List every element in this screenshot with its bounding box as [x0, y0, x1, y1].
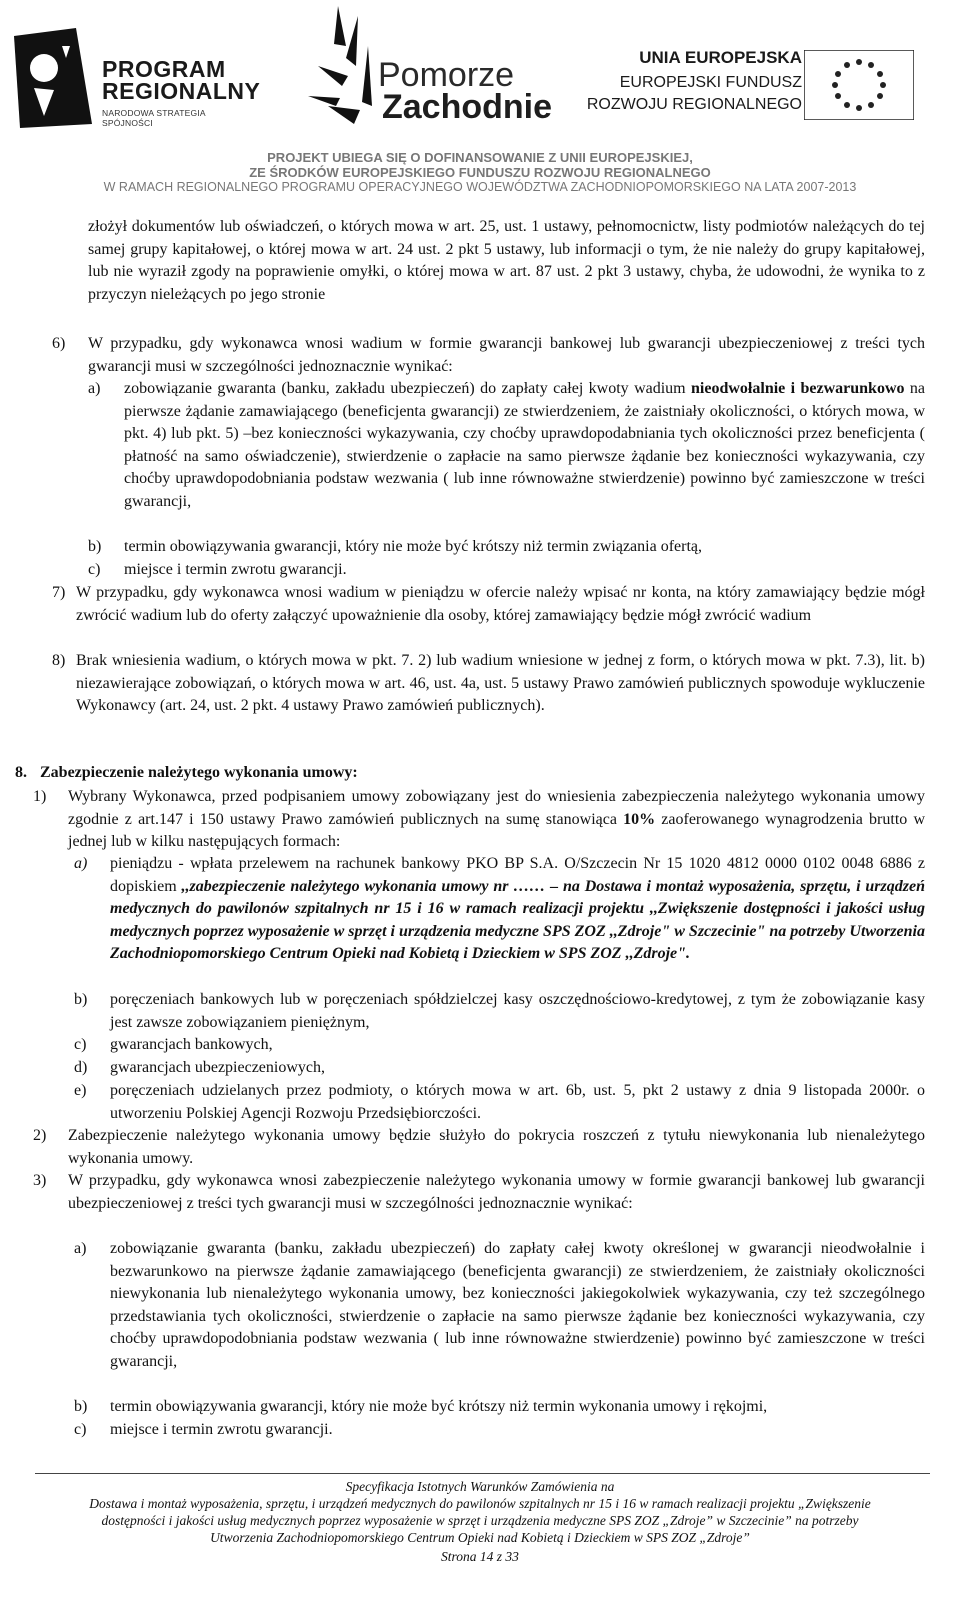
section-8-1a-text [110, 853, 925, 966]
logo-text-program: PROGRAM [102, 56, 226, 82]
logo-text-zachodnie: Zachodnie [382, 88, 553, 126]
item-6a-text-bold: nieodwołalnie i bezwarunkowo [691, 380, 905, 397]
item-6c-text: miejsce i termin zwrotu gwarancji. [124, 561, 347, 578]
logo-text-efrr2: ROZWOJU REGIONALNEGO [586, 96, 802, 113]
logo-text-ue: UNIA EUROPEJSKA [639, 48, 802, 67]
item-6b-label: b) [88, 538, 102, 555]
section-8-1-text-post: zaoferowanego wynagrodzenia brutto w jednej lub w kilku następujących formach: [68, 810, 925, 851]
program-regionalny-logo [14, 28, 261, 128]
project-line-1: PROJEKT UBIEGA SIĘ O DOFINANSOWANIE Z UNII EUROPEJSKIEJ, [267, 150, 693, 165]
section-8-1c-text: gwarancjach bankowych, [110, 1036, 273, 1053]
section-8-3b-text: termin obowiązywania gwarancji, który nie może być krótszy niż termin wykonania umowy i rękojmi, [110, 1398, 768, 1415]
project-line-3: W RAMACH REGIONALNEGO PROGRAMU OPERACYJNEGO WOJEWÓDZTWA ZACHODNIOPOMORSKIEGO NA LATA 2007-2013 [103, 180, 857, 194]
item-7-number: 7) [52, 584, 66, 601]
logo-text-nss: NARODOWA STRATEGIA SPÓJNOŚCI [102, 108, 206, 128]
footer-line-3: dostępności i jakości usług medycznych poprzez wyposażenie w sprzęt i urządzenia medyczne SPS ZOZ „Zdroje” w Szczecinie” na potrzeby [101, 1513, 859, 1528]
section-8-3b-label: b) [74, 1398, 88, 1415]
page-number: Strona 14 z 33 [441, 1549, 519, 1564]
item-6a-text [124, 378, 925, 514]
section-8-3-text: W przypadku, gdy wykonawca wnosi zabezpieczenie należytego wykonania umowy w formie gwarancji bankowej lub gwarancji ubezpieczeniowej z treści tych gwarancji musi w szczególności jednoznacznie wynikać: [68, 1172, 925, 1212]
section-8-2-number: 2) [33, 1127, 47, 1144]
section-8-1d-text: gwarancjach ubezpieczeniowych, [110, 1059, 325, 1076]
logo-text-regionalny: REGIONALNY [102, 78, 261, 104]
section-8-3a-text: zobowiązanie gwaranta (banku, zakładu ubezpieczeń) do zapłaty całej kwoty określonej w gwarancji nieodwołalnie i bezwarunkowo na pierwsze żądanie zamawiającego (beneficjenta gwarancji) ze stwierdzeniem, że zaistniały okoliczności niewykonania lub nienależytego wykonania umowy, bez konieczności jakiegokolwiek wykazywania, czy też szczególnego przedstawiania tych okoliczności, stwierdzenie o zapłacie na samo pierwsze żądanie bez konieczności wykazywania, czy choćby uprawdopodobniania podstaw wezwania ( lub inne równoważne stwierdzenie) powinno być zamieszczone w treści gwarancji, [110, 1240, 925, 1370]
pomorze-zachodnie-emblem-icon [308, 6, 388, 126]
section-8-1-text [68, 786, 925, 854]
section-8-title: Zabezpieczenie należytego wykonania umowy: [40, 764, 358, 781]
section-8-number: 8. [15, 764, 27, 781]
eu-flag-icon [804, 50, 914, 120]
section-8-1e-label: e) [74, 1082, 87, 1099]
logo-text-efrr1: EUROPEJSKI FUNDUSZ [619, 74, 802, 91]
item-6-text: W przypadku, gdy wykonawca wnosi wadium w formie gwarancji bankowej lub gwarancji ubezpieczeniowej z treści tych gwarancji musi w szczególności jednoznacznie wynikać: [88, 335, 925, 375]
footer-divider [35, 1473, 930, 1474]
section-8-1-text-pre: Wybrany Wykonawca, przed podpisaniem umowy zobowiązany jest do wniesienia zabezpieczenia należytego wykonania umowy zgodnie z art.147 i 150 ustawy Prawo zamówień publicznych na sumę stanowiąca [68, 788, 925, 828]
section-8-3c-label: c) [74, 1421, 87, 1438]
pomorze-zachodnie-logo [308, 6, 568, 136]
item-6c-label: c) [88, 561, 101, 578]
page-header [0, 0, 960, 215]
item-6-number: 6) [52, 335, 66, 352]
program-regionalny-title [102, 58, 260, 102]
section-8-1a-label: a) [74, 855, 88, 872]
program-regionalny-emblem-icon [14, 28, 94, 128]
item-6a-label: a) [88, 380, 101, 397]
section-8-2-text: Zabezpieczenie należytego wykonania umowy będzie służyło do pokrycia roszczeń z tytułu niewykonania lub nienależytego wykonania umowy. [68, 1127, 925, 1167]
section-8-1a-text-pre: pieniądzu - wpłata przelewem na rachunek bankowy PKO BP S.A. O/Szczecin Nr 15 1020 4812 0000 0102 0048 6886 z dopiskiem [110, 855, 925, 895]
section-8-1c-label: c) [74, 1036, 87, 1053]
section-8-1d-label: d) [74, 1059, 88, 1076]
section-8-3c-text: miejsce i termin zwrotu gwarancji. [110, 1421, 333, 1438]
logo-text-pomorze: Pomorze [378, 56, 515, 94]
section-8-3a-label: a) [74, 1240, 87, 1257]
section-8-1b-text: poręczeniach bankowych lub w poręczeniach spółdzielczej kasy oszczędnościowo-kredytowej, z tym że zobowiązanie kasy jest zawsze zobowiązaniem pieniężnym, [110, 991, 925, 1031]
footer-line-4: Utworzenia Zachodniopomorskiego Centrum Opieki nad Kobietą i Dzieckiem w SPS ZOZ „Zdroje” [210, 1530, 750, 1545]
section-8-1e-text: poręczeniach udzielanych przez podmioty, o których mowa w art. 6b, ust. 5, pkt 2 ustawy z dnia 9 listopada 2000r. o utworzeniu Polskiej Agencji Rozwoju Przedsiębiorczości. [110, 1082, 925, 1122]
item-7-text: W przypadku, gdy wykonawca wnosi wadium w pieniądzu w ofercie należy wpisać nr konta, na który zamawiający będzie mógł zwrócić wadium lub do oferty załączyć upoważnienie dla osoby, której zamawiający będzie mógł zwrócić wadium [76, 584, 925, 624]
section-8-1a-text-annotation: ,,zabezpieczenie należytego wykonania umowy nr …… – na Dostawa i montaż wyposażenia, sprzętu, i urządzeń medycznych do pawilonów szpitalnych nr 15 i 16 w ramach realizacji projektu ,,Zwiększenie dostępności i jakości usług medycznych poprzez wyposażenie w sprzęt i urządzenia medyczne SPS ZOZ ,,Zdroje" w Szczecinie" na potrzeby Utworzenia Zachodniopomorskiego Centrum Opieki nad Kobietą i Dzieckiem w SPS ZOZ ,,Zdroje". [110, 877, 925, 963]
item-8-text: Brak wniesienia wadium, o których mowa w pkt. 7. 2) lub wadium wniesione w jednej z form, o których mowa w pkt. 7.3), lit. b) niezawierające zobowiązań, o których mowa w art. 46, ust. 4a, ust. 5 ustawy Prawo zamówień publicznych spowoduje wykluczenie Wykonawcy (art. 24, ust. 2 pkt. 4 ustawy Prawo zamówień publicznych). [76, 652, 925, 715]
paragraph-continuation: złożył dokumentów lub oświadczeń, o których mowa w art. 25, ust. 1 ustawy, pełnomocnictw, listy podmiotów należących do tej samej grupy kapitałowej, o której mowa w art. 24 ust. 2 pkt 5 ustawy, lub informacji o tym, że nie należy do grupy kapitałowej, lub nie wyraził zgody na poprawienie omyłki, o której mowa w art. 87 ust. 2 pkt 3 ustawy, chyba, że udowodni, że wynika to z przyczyn nieleżących po jego stronie [88, 218, 925, 303]
section-8-1-percent: 10% [623, 810, 656, 828]
section-8-3-number: 3) [33, 1172, 47, 1189]
item-6a-text-pre: zobowiązanie gwaranta (banku, zakładu ubezpieczeń) do zapłaty całej kwoty wadium [124, 380, 692, 397]
footer-line-1: Specyfikacja Istotnych Warunków Zamówienia na [345, 1479, 615, 1494]
section-8-1-number: 1) [33, 788, 47, 805]
project-line-2: ZE ŚRODKÓW EUROPEJSKIEGO FUNDUSZU ROZWOJU REGIONALNEGO [249, 165, 711, 180]
section-8-1b-label: b) [74, 991, 88, 1008]
item-6a-text-post: na pierwsze żądanie zamawiającego (beneficjenta gwarancji) ze stwierdzeniem, że zaistniały okoliczności, o których mowa, w pkt. 4) lub pkt. 5) –bez konieczności wykazywania, czy choćby uprawdopodabniania tych okoliczności przez beneficjenta ( płatność na samo oświadczenie), stwierdzenie o zapłacie na samo pierwsze żądanie bez konieczności wykazywania, czy choćby uprawdopodobniania podstaw wezwania ( lub inne równoważne stwierdzenie) powinno być zamieszczone w treści gwarancji, [124, 380, 926, 510]
item-6b-text: termin obowiązywania gwarancji, który nie może być krótszy niż termin związania ofertą, [124, 538, 702, 555]
project-banner [0, 150, 960, 195]
item-8-number: 8) [52, 652, 66, 669]
footer-line-2: Dostawa i montaż wyposażenia, sprzętu, i urządzeń medycznych do pawilonów szpitalnych nr 15 i 16 w ramach realizacji projektu „Zwiększenie [89, 1496, 871, 1511]
